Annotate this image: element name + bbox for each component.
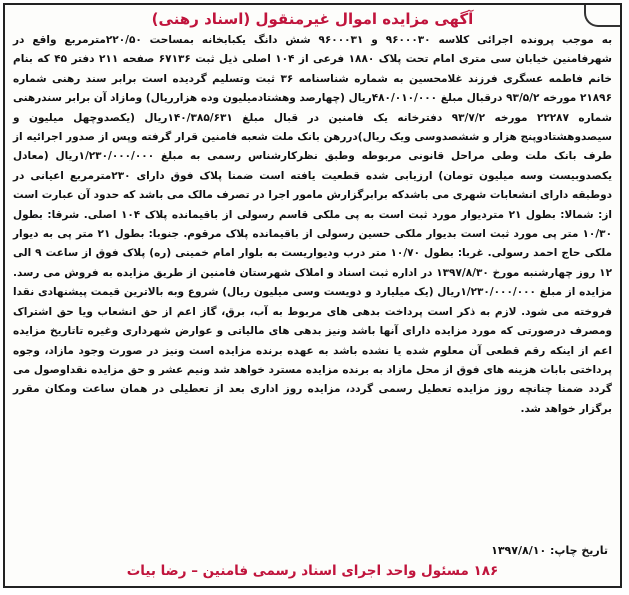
notice-signature: ۱۸۶ مسئول واحد اجرای اسناد رسمی فامنین – رضا بیات [126, 563, 499, 579]
notice-title: آگهی مزایده اموال غیرمنقول (اسناد رهنی) [151, 10, 474, 28]
notice-body: به موجب پرونده اجرائی کلاسه ۹۶۰۰۰۳۰ و ۹۶۰۰۰۳۱ شش دانگ یکبابخانه بمساحت ۲۲۰/۵۰مترمربع واقع در شهرفامنین خیابان سی متری امام تحت پلاک ۱۸۸۰ فرعی از ۱۰۴ اصلی ذیل ثبت ۶۷۱۳۶ صفحه ۲۱۱ دفتر ۴۵ که بنام خانم فاطمه عسگری فرزند غلامحسین به شماره شناسنامه ۳۶ ثبت وتسلیم گردیده است برابر سند رهنی شماره ۲۱۸۹۶ مورخه ۹۳/۵/۲ درقبال مبلغ ۴۸۰/۰۱۰/۰۰۰ریال (چهارصد وهشتادمیلیون وده هزارریال) ومازاد آن برابر سندرهنی شماره ۲۲۲۸۷ مورخه ۹۳/۷/۲ دفترخانه یک فامنین در قبال مبلغ ۱۴۰/۳۸۵/۶۳۱ریال (یکصدوچهل میلیون و سیصدوهشتادوپنج هزار و ششصدوسی ویک ریال)دررهن بانک ملت شعبه فامنین قرار گرفته وپس از صدور اجرائیه از طرف بانک ملت وطی مراحل قانونی مربوطه وطبق نظرکارشناس رسمی به مبلغ ۱/۲۳۰/۰۰۰/۰۰۰ریال (معادل یکصدوبیست وسه میلیون تومان) ارزیابی شده قطعیت یافته است ضمنا پلاک فوق دارای ۲۳۰مترمربع اعیانی در دوطبقه دارای انشعابات شهری می باشدکه برابرگزارش مامور اجرا در تصرف مالک می باشد که حدود آن عبارت است از: شمالا: بطول ۲۱ متردیوار مورد ثبت است به پی ملکی قاسم رسولی از باقیمانده پلاک ۱۰۴ اصلی. شرقا: بطول ۱۰/۳۰ متر پی مورد ثبت است بدیوار ملکی حسین رسولی از باقیمانده پلاک مرقوم. جنوبا: بطول ۲۱ متر پی به دیوار ملکی حاج احمد رسولی. غربا: بطول ۱۰/۷۰ متر درب ودیواریست به بلوار امام خمینی (ره) پلاک فوق از ساعت ۹ الی ۱۲ روز چهارشنبه مورخ ۱۳۹۷/۸/۳۰ در اداره ثبت اسناد و املاک شهرستان فامنین از طریق مزایده به فروش می رسد. مزایده از مبلغ ۱/۲۳۰/۰۰۰/۰۰۰ریال (یک میلیارد و دویست وسی میلیون ریال) شروع وبه بالاترین قیمت پیشنهادی نقدا فروخته می شود. لازم به ذکر است پرداخت بدهی های مربوط به آب، برق، گاز اعم از حق انشعاب ویا حق اشتراک ومصرف درصورتی که مورد مزایده دارای آنها باشد ونیز بدهی های مالیاتی و عوارض شهرداری وغیره تاتاریخ مزایده اعم از اینکه رقم قطعی آن معلوم شده یا نشده باشد به عهده برنده مزایده است ونیز در صورت وجود مازاد، وجوه پرداختی بابات هزینه های فوق از محل مازاد به برنده مزایده مسترد خواهد شد ونیم عشر و حق مزایده نقداوصول می گردد ضمنا چنانچه روز مزایده تعطیل رسمی گردد، مزایده روز اداری بعد از تعطیلی در همان ساعت ومکان مقرر برگزار خواهد شد. [13, 34, 613, 415]
print-date: تاریخ چاپ: ۱۳۹۷/۸/۱۰ [491, 544, 608, 557]
auction-notice [3, 3, 622, 588]
